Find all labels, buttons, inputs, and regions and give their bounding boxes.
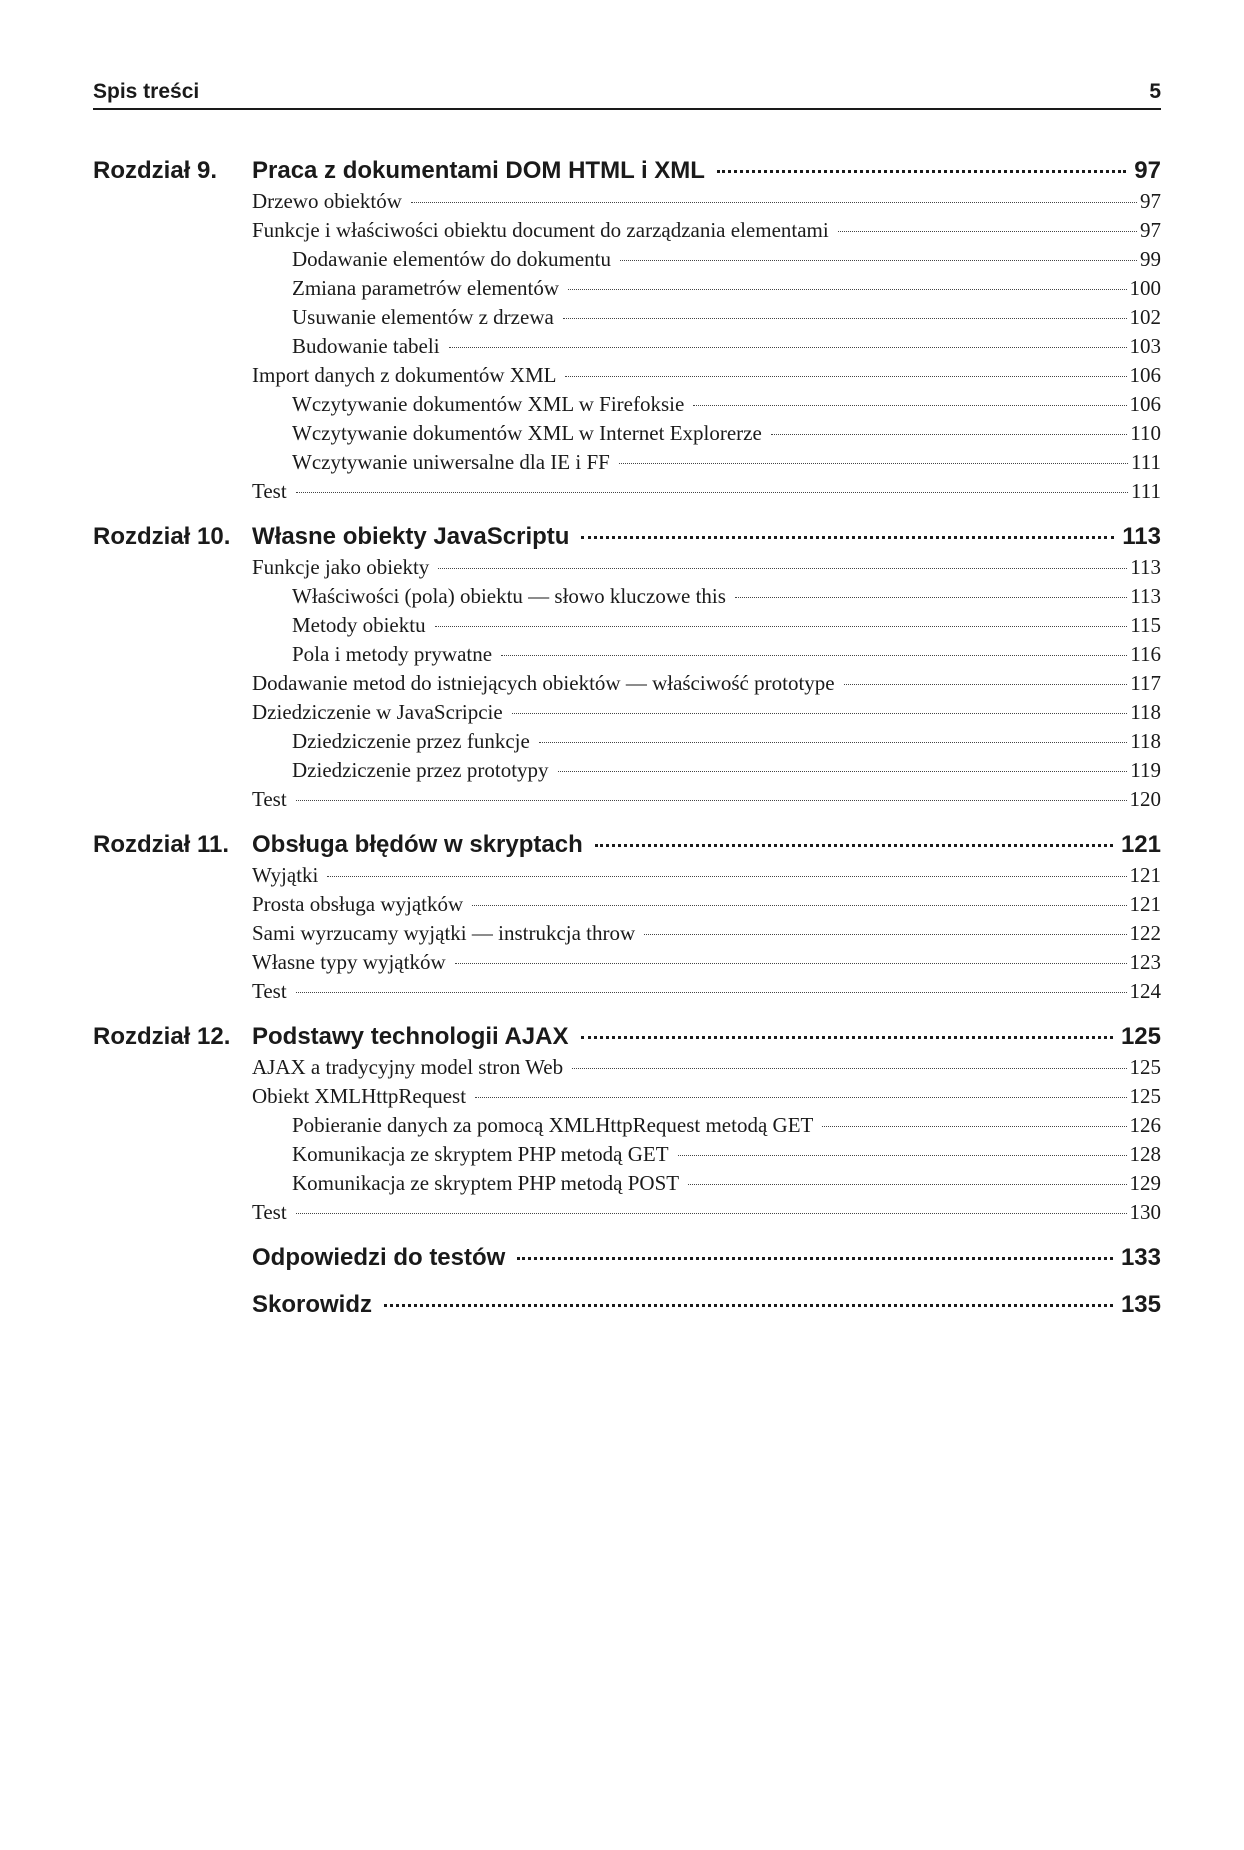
entry-title: Wyjątki (252, 863, 319, 887)
entry-page-number: 126 (1129, 1113, 1161, 1137)
chapter-label: Rozdział 11. (93, 831, 230, 858)
entry-page-number: 121 (1129, 863, 1161, 887)
chapter-label: Rozdział 12. (93, 1023, 231, 1050)
entry-page-number: 118 (1130, 700, 1161, 724)
toc-subsection-entry[interactable] (252, 1169, 1161, 1198)
entry-page-number: 110 (1130, 421, 1161, 445)
dot-leader (563, 318, 1127, 319)
chapter-entries (252, 1053, 1161, 1227)
toc-subsection-entry[interactable] (252, 1140, 1161, 1169)
toc-page (93, 74, 1161, 1335)
dot-leader (678, 1155, 1127, 1156)
entry-title: Funkcje i właściwości obiektu document do zarządzania elementami (252, 218, 829, 242)
chapter-heading[interactable] (93, 520, 1161, 553)
entry-page-number: 128 (1129, 1142, 1161, 1166)
dot-leader (771, 434, 1127, 435)
back-matter-heading[interactable] (252, 1241, 1161, 1274)
entry-title: Pola i metody prywatne (292, 642, 493, 666)
dot-leader (568, 289, 1126, 290)
chapter-title: Obsługa błędów w skryptach (252, 831, 583, 858)
entry-title: Wczytywanie uniwersalne dla IE i FF (292, 450, 610, 474)
entry-page-number: 97 (1140, 189, 1161, 213)
toc-section-entry[interactable] (252, 977, 1161, 1006)
chapter-page-number: 121 (1120, 831, 1161, 858)
dot-leader (688, 1184, 1126, 1185)
chapter-heading[interactable] (93, 1020, 1161, 1053)
dot-leader (539, 742, 1127, 743)
entry-title: Sami wyrzucamy wyjątki — instrukcja throw (252, 921, 636, 945)
toc-subsection-entry[interactable] (252, 303, 1161, 332)
entry-page-number: 121 (1129, 892, 1161, 916)
dot-leader (512, 713, 1128, 714)
entry-title: Dziedziczenie przez prototypy (292, 758, 549, 782)
chapter-page-number: 125 (1120, 1023, 1161, 1050)
toc-section-entry[interactable] (252, 477, 1161, 506)
entry-title: Dziedziczenie przez funkcje (292, 729, 530, 753)
entry-title: Prosta obsługa wyjątków (252, 892, 464, 916)
entry-page-number: 129 (1129, 1171, 1161, 1195)
entry-title: Test (252, 1200, 287, 1224)
chapter-heading[interactable] (93, 154, 1161, 187)
toc-section-entry[interactable] (252, 1053, 1161, 1082)
entry-page-number: 102 (1129, 305, 1161, 329)
toc-subsection-entry[interactable] (252, 245, 1161, 274)
dot-leader (572, 1068, 1126, 1069)
entry-page-number: 100 (1129, 276, 1161, 300)
entry-page-number: 117 (1130, 671, 1161, 695)
dot-leader (581, 536, 1114, 539)
chapter-label: Rozdział 9. (93, 157, 218, 184)
chapter-title: Własne obiekty JavaScriptu (252, 523, 570, 550)
dot-leader (565, 376, 1126, 377)
toc-subsection-entry[interactable] (252, 332, 1161, 361)
entry-title: Metody obiektu (292, 613, 426, 637)
dot-leader (735, 597, 1127, 598)
toc-subsection-entry[interactable] (252, 756, 1161, 785)
dot-leader (384, 1304, 1113, 1307)
chapter-entries (252, 553, 1161, 814)
toc-section-entry[interactable] (252, 948, 1161, 977)
entry-title: Funkcje jako obiekty (252, 555, 430, 579)
entry-title: Wczytywanie dokumentów XML w Firefoksie (292, 392, 685, 416)
chapter-title: Podstawy technologii AJAX (252, 1023, 569, 1050)
chapter-block (93, 1020, 1161, 1227)
entry-page-number: 113 (1130, 584, 1161, 608)
back-matter-page-number: 135 (1120, 1291, 1161, 1318)
back-matter-heading[interactable] (252, 1288, 1161, 1321)
entry-page-number: 99 (1140, 247, 1161, 271)
entry-title: Dodawanie elementów do dokumentu (292, 247, 611, 271)
dot-leader (693, 405, 1126, 406)
entry-page-number: 116 (1130, 642, 1161, 666)
dot-leader (411, 202, 1137, 203)
toc-subsection-entry[interactable] (252, 448, 1161, 477)
entry-page-number: 130 (1129, 1200, 1161, 1224)
entry-page-number: 103 (1129, 334, 1161, 358)
chapter-heading[interactable] (93, 828, 1161, 861)
toc-section-entry[interactable] (252, 187, 1161, 216)
chapter-title: Praca z dokumentami DOM HTML i XML (252, 157, 705, 184)
entry-title: Komunikacja ze skryptem PHP metodą POST (292, 1171, 680, 1195)
dot-leader (449, 347, 1127, 348)
toc-section-entry[interactable] (252, 216, 1161, 245)
toc-section-entry[interactable] (252, 1198, 1161, 1227)
dot-leader (296, 1213, 1127, 1214)
toc-subsection-entry[interactable] (252, 727, 1161, 756)
dot-leader (435, 626, 1128, 627)
dot-leader (438, 568, 1127, 569)
entry-title: Dziedziczenie w JavaScripcie (252, 700, 503, 724)
entry-title: Usuwanie elementów z drzewa (292, 305, 554, 329)
chapter-entries (252, 861, 1161, 1006)
toc-subsection-entry[interactable] (252, 419, 1161, 448)
chapter-label: Rozdział 10. (93, 523, 231, 550)
dot-leader (717, 170, 1126, 173)
dot-leader (296, 492, 1128, 493)
dot-leader (595, 844, 1113, 847)
entry-page-number: 123 (1129, 950, 1161, 974)
toc-section-entry[interactable] (252, 698, 1161, 727)
toc-subsection-entry[interactable] (252, 390, 1161, 419)
back-matter-entry (252, 1241, 1161, 1274)
dot-leader (838, 231, 1137, 232)
entry-title: Wczytywanie dokumentów XML w Internet Explorerze (292, 421, 762, 445)
running-head-page-number: 5 (1149, 80, 1161, 103)
toc-subsection-entry[interactable] (252, 640, 1161, 669)
entry-page-number: 111 (1131, 450, 1161, 474)
entry-page-number: 115 (1130, 613, 1161, 637)
toc-section-entry[interactable] (252, 785, 1161, 814)
toc-section-entry[interactable] (252, 919, 1161, 948)
dot-leader (844, 684, 1128, 685)
toc-section-entry[interactable] (252, 361, 1161, 390)
entry-title: Drzewo obiektów (252, 189, 402, 213)
chapter-block (93, 520, 1161, 814)
dot-leader (472, 905, 1126, 906)
entry-page-number: 113 (1130, 555, 1161, 579)
entry-page-number: 122 (1129, 921, 1161, 945)
entry-title: Test (252, 479, 287, 503)
entry-page-number: 120 (1129, 787, 1161, 811)
dot-leader (619, 463, 1128, 464)
table-of-contents (93, 154, 1161, 1321)
entry-page-number: 125 (1129, 1055, 1161, 1079)
dot-leader (822, 1126, 1126, 1127)
running-head-title: Spis treści (93, 80, 200, 103)
entry-page-number: 125 (1129, 1084, 1161, 1108)
dot-leader (501, 655, 1127, 656)
entry-page-number: 118 (1130, 729, 1161, 753)
entry-page-number: 106 (1129, 392, 1161, 416)
toc-subsection-entry[interactable] (252, 611, 1161, 640)
entry-title: Pobieranie danych za pomocą XMLHttpRequest metodą GET (292, 1113, 814, 1137)
entry-title: Budowanie tabeli (292, 334, 440, 358)
toc-section-entry[interactable] (252, 669, 1161, 698)
toc-section-entry[interactable] (252, 861, 1161, 890)
entry-title: Test (252, 787, 287, 811)
toc-section-entry[interactable] (252, 890, 1161, 919)
dot-leader (558, 771, 1128, 772)
entry-page-number: 124 (1129, 979, 1161, 1003)
dot-leader (644, 934, 1126, 935)
chapter-page-number: 97 (1134, 157, 1161, 184)
entry-title: Komunikacja ze skryptem PHP metodą GET (292, 1142, 669, 1166)
back-matter-page-number: 133 (1120, 1244, 1161, 1271)
chapter-entries (252, 187, 1161, 506)
dot-leader (581, 1036, 1113, 1039)
dot-leader (327, 876, 1126, 877)
dot-leader (296, 992, 1127, 993)
chapter-page-number: 113 (1122, 523, 1161, 550)
dot-leader (455, 963, 1127, 964)
entry-title: AJAX a tradycyjny model stron Web (252, 1055, 564, 1079)
dot-leader (475, 1097, 1126, 1098)
dot-leader (296, 800, 1127, 801)
chapter-block (93, 154, 1161, 506)
back-matter-title: Skorowidz (252, 1291, 373, 1318)
toc-section-entry[interactable] (252, 553, 1161, 582)
entry-title: Dodawanie metod do istniejących obiektów — właściwość prototype (252, 671, 835, 695)
dot-leader (517, 1257, 1113, 1260)
entry-title: Test (252, 979, 287, 1003)
entry-page-number: 119 (1130, 758, 1161, 782)
entry-title: Zmiana parametrów elementów (292, 276, 560, 300)
entry-title: Import danych z dokumentów XML (252, 363, 557, 387)
entry-page-number: 111 (1131, 479, 1161, 503)
toc-subsection-entry[interactable] (252, 274, 1161, 303)
entry-page-number: 106 (1129, 363, 1161, 387)
entry-title: Własne typy wyjątków (252, 950, 446, 974)
back-matter-entry (252, 1288, 1161, 1321)
entry-title: Obiekt XMLHttpRequest (252, 1084, 467, 1108)
back-matter-title: Odpowiedzi do testów (252, 1244, 506, 1271)
toc-section-entry[interactable] (252, 1082, 1161, 1111)
toc-subsection-entry[interactable] (252, 1111, 1161, 1140)
entry-page-number: 97 (1140, 218, 1161, 242)
running-head (93, 74, 1161, 110)
chapter-block (93, 828, 1161, 1006)
entry-title: Właściwości (pola) obiektu — słowo kluczowe this (292, 584, 726, 608)
toc-subsection-entry[interactable] (252, 582, 1161, 611)
dot-leader (620, 260, 1137, 261)
